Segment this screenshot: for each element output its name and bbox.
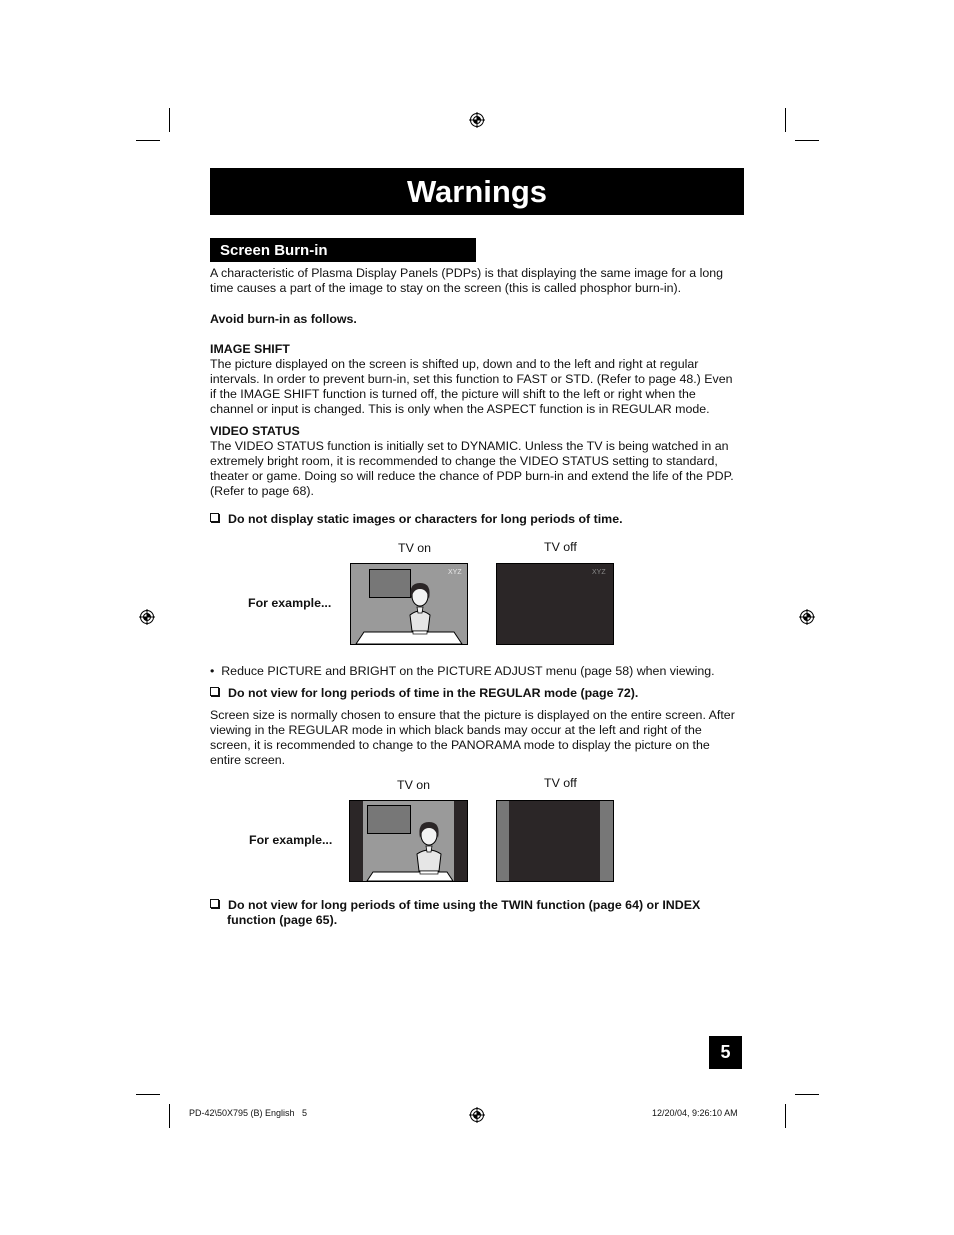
checkbox-icon [210, 899, 219, 908]
checklist-item-text-line1: Do not view for long periods of time using the TWIN function (page 64) or INDEX [228, 898, 701, 912]
example-label: For example... [248, 596, 332, 610]
tv-on-illustration-regular [349, 800, 469, 883]
checklist-item-text: Do not display static images or characters for long periods of time. [228, 512, 623, 526]
tv-off-label: TV off [544, 776, 577, 790]
video-status-body: The VIDEO STATUS function is initially set to DYNAMIC. Unless the TV is being watched in an extremely bright room, it is recommended to change the VIDEO STATUS setting to standard, theater or game. Doing so will reduce the chance of PDP burn-in and extend the life of the PDP. (Refer to page 68). [210, 439, 734, 498]
page-title: Warnings [210, 168, 744, 215]
tv-off-label: TV off [544, 540, 577, 554]
checklist-item-static-images [210, 512, 623, 527]
crop-mark [795, 1094, 819, 1095]
bullet-text: Reduce PICTURE and BRIGHT on the PICTURE ADJUST menu (page 58) when viewing. [221, 664, 715, 678]
bullet-item [210, 664, 715, 679]
tv-off-illustration-regular [496, 800, 615, 883]
crop-mark [169, 108, 170, 132]
tv-on-illustration-static [350, 563, 469, 646]
bullet-icon: • [210, 664, 222, 678]
footer-left: PD-42\50X795 (B) English 5 [189, 1108, 308, 1118]
logo-text: XYZ [448, 569, 462, 576]
crop-mark [169, 1104, 170, 1128]
avoid-heading: Avoid burn-in as follows. [210, 312, 357, 326]
registration-mark-icon [469, 1107, 485, 1123]
checklist-item-twin-index [210, 898, 700, 928]
checklist-item-text: Do not view for long periods of time in the REGULAR mode (page 72). [228, 686, 639, 700]
intro-paragraph: A characteristic of Plasma Display Panels (PDPs) is that displaying the same image for a long time causes a part of the image to stay on the screen (this is called phosphor burn-in). [210, 266, 724, 295]
image-shift-heading: IMAGE SHIFT [210, 342, 290, 356]
crop-mark [136, 1094, 160, 1095]
tv-off-illustration-static [496, 563, 615, 646]
crop-mark [785, 1104, 786, 1128]
video-status-heading: VIDEO STATUS [210, 424, 300, 438]
tv-on-label: TV on [397, 778, 431, 792]
checkbox-icon [210, 513, 219, 522]
crop-mark [136, 140, 160, 141]
checkbox-icon [210, 687, 219, 696]
image-shift-body: The picture displayed on the screen is shifted up, down and to the left and right at regular intervals. In order to prevent burn-in, set this function to FAST or STD. (Refer to page 48.) Even if the IMAGE SHIFT function is turned off, the picture will shift to the left or right when the channel or input is changed. This is only when the ASPECT function is in REGULAR mode. [210, 357, 733, 416]
footer-right: 12/20/04, 9:26:10 AM [652, 1108, 738, 1118]
checklist-item-regular-mode [210, 686, 638, 701]
checklist-item-text-line2: function (page 65). [227, 913, 338, 927]
crop-mark [795, 140, 819, 141]
regular-mode-body: Screen size is normally chosen to ensure that the picture is displayed on the entire screen. After viewing in the REGULAR mode in which black bands may occur at the left and right of the screen, it is recommended to change to the PANORAMA mode to display the picture on the entire screen. [210, 708, 735, 767]
registration-mark-icon [799, 609, 815, 625]
logo-text-ghost: XYZ [592, 569, 606, 576]
example-label: For example... [249, 833, 333, 847]
page-number: 5 [709, 1036, 742, 1069]
registration-mark-icon [469, 112, 485, 128]
crop-mark [785, 108, 786, 132]
section-title: Screen Burn-in [210, 238, 476, 262]
tv-on-label: TV on [398, 541, 432, 555]
registration-mark-icon [139, 609, 155, 625]
